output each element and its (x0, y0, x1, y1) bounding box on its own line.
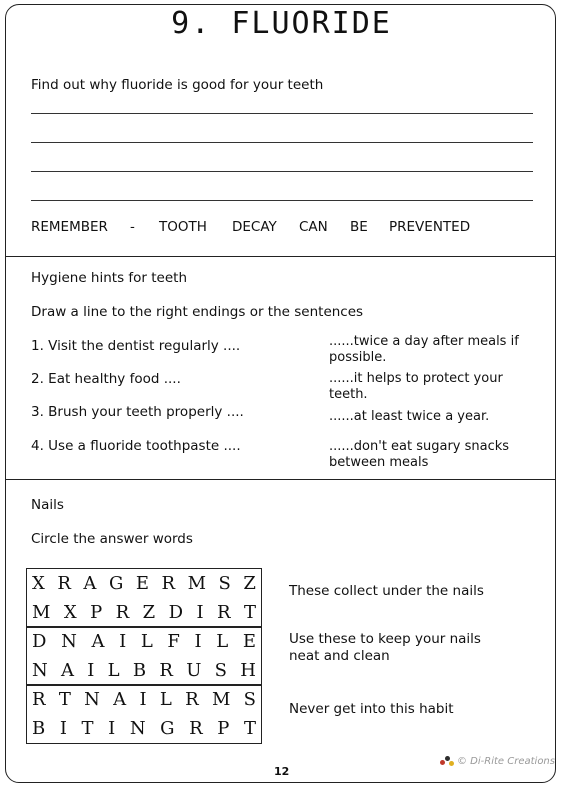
grid-letter[interactable]: X (63, 602, 77, 623)
word-grid-block-1 (26, 568, 262, 628)
grid-letter[interactable]: L (107, 660, 120, 681)
grid-row[interactable] (27, 627, 261, 656)
grid-letter[interactable]: D (168, 602, 184, 623)
grid-letter[interactable]: A (83, 573, 97, 594)
grid-letter[interactable]: L (140, 631, 153, 652)
clue-2: Use these to keep your nails neat and clean (289, 631, 481, 664)
remember-word: DECAY (232, 219, 277, 235)
grid-letter[interactable]: Z (142, 602, 156, 623)
grid-letter[interactable]: N (61, 631, 77, 652)
grid-letter[interactable]: R (159, 660, 173, 681)
grid-letter[interactable]: G (160, 718, 175, 739)
section-divider (6, 479, 556, 480)
page-title: 9. FLUORIDE (171, 6, 392, 41)
grid-letter[interactable]: T (243, 718, 256, 739)
sentence-start-3[interactable]: 3. Brush your teeth properly .... (31, 404, 244, 420)
sentence-ending-4[interactable]: ......don't eat sugary snacks between meals (329, 439, 510, 470)
logo-dot (449, 761, 454, 766)
grid-letter[interactable]: I (196, 602, 204, 623)
grid-letter[interactable]: R (32, 689, 46, 710)
logo-dot (440, 760, 445, 765)
grid-letter[interactable]: I (119, 631, 127, 652)
grid-letter[interactable]: I (59, 718, 67, 739)
grid-letter[interactable]: A (91, 631, 105, 652)
grid-letter[interactable]: R (189, 718, 203, 739)
grid-letter[interactable]: B (132, 660, 147, 681)
grid-letter[interactable]: L (216, 631, 229, 652)
grid-letter[interactable]: S (243, 689, 256, 710)
remember-word: CAN (299, 219, 328, 235)
logo-dot (445, 756, 450, 761)
grid-letter[interactable]: M (32, 602, 51, 623)
credit (440, 756, 555, 767)
grid-row[interactable] (27, 656, 261, 685)
grid-letter[interactable]: I (87, 660, 95, 681)
grid-letter[interactable]: M (187, 573, 207, 594)
remember-word: - (130, 219, 135, 235)
grid-letter[interactable]: B (32, 718, 46, 739)
word-grid-block-3 (26, 684, 262, 744)
answer-line-2[interactable] (31, 142, 533, 143)
grid-letter[interactable]: R (216, 602, 231, 623)
grid-letter[interactable]: Z (243, 573, 256, 594)
grid-letter[interactable]: S (218, 573, 231, 594)
grid-letter[interactable]: S (214, 660, 227, 681)
answer-line-1[interactable] (31, 113, 533, 114)
grid-letter[interactable]: H (240, 660, 256, 681)
sentence-ending-3[interactable]: ......at least twice a year. (329, 409, 490, 424)
grid-letter[interactable]: R (185, 689, 199, 710)
grid-row[interactable] (27, 569, 261, 598)
remember-word: PREVENTED (389, 219, 471, 235)
grid-row[interactable] (27, 685, 261, 714)
grid-letter[interactable]: F (167, 631, 180, 652)
nails-instruction: Circle the answer words (31, 531, 193, 547)
grid-letter[interactable]: N (32, 660, 48, 681)
remember-word: TOOTH (159, 219, 207, 235)
grid-letter[interactable]: R (161, 573, 176, 594)
grid-row[interactable] (27, 598, 261, 627)
grid-row[interactable] (27, 714, 261, 743)
grid-letter[interactable]: G (108, 573, 124, 594)
grid-letter[interactable]: M (211, 689, 231, 710)
section-divider (6, 256, 556, 257)
sentence-ending-2[interactable]: ......it helps to protect your teeth. (329, 371, 503, 402)
grid-letter[interactable]: I (108, 718, 116, 739)
three-dots-logo-icon (440, 756, 454, 766)
grid-letter[interactable]: T (81, 718, 94, 739)
grid-letter[interactable]: T (243, 602, 256, 623)
grid-letter[interactable]: P (90, 602, 103, 623)
grid-letter[interactable]: R (57, 573, 71, 594)
clue-1: These collect under the nails (289, 583, 484, 599)
remember-word: REMEMBER (31, 219, 108, 235)
grid-letter[interactable]: D (32, 631, 47, 652)
page-number: 12 (274, 765, 290, 778)
remember-word: BE (350, 219, 368, 235)
clue-3: Never get into this habit (289, 701, 454, 717)
grid-letter[interactable]: I (139, 689, 147, 710)
grid-letter[interactable]: L (159, 689, 172, 710)
nails-heading: Nails (31, 497, 64, 513)
grid-letter[interactable]: A (61, 660, 75, 681)
hygiene-instruction: Draw a line to the right endings or the sentences (31, 304, 364, 320)
credit-text: © Di-Rite Creations (457, 756, 555, 767)
grid-letter[interactable]: U (186, 660, 202, 681)
grid-letter[interactable]: X (32, 573, 45, 594)
answer-line-3[interactable] (31, 171, 533, 172)
grid-letter[interactable]: N (129, 718, 146, 739)
word-grid-block-2 (26, 626, 262, 686)
grid-letter[interactable]: T (58, 689, 71, 710)
grid-letter[interactable]: A (113, 689, 127, 710)
grid-letter[interactable]: E (242, 631, 256, 652)
grid-letter[interactable]: I (194, 631, 202, 652)
sentence-ending-1[interactable]: ......twice a day after meals if possible. (329, 334, 519, 365)
grid-letter[interactable]: P (217, 718, 230, 739)
hygiene-heading: Hygiene hints for teeth (31, 270, 188, 286)
sentence-start-1[interactable]: 1. Visit the dentist regularly .... (31, 338, 241, 354)
sentence-start-4[interactable]: 4. Use a fluoride toothpaste .... (31, 438, 241, 454)
grid-letter[interactable]: N (84, 689, 100, 710)
fluoride-question: Find out why fluoride is good for your teeth (31, 77, 324, 93)
answer-line-4[interactable] (31, 200, 533, 201)
grid-letter[interactable]: R (115, 602, 130, 623)
grid-letter[interactable]: E (135, 573, 149, 594)
sentence-start-2[interactable]: 2. Eat healthy food .... (31, 371, 181, 387)
